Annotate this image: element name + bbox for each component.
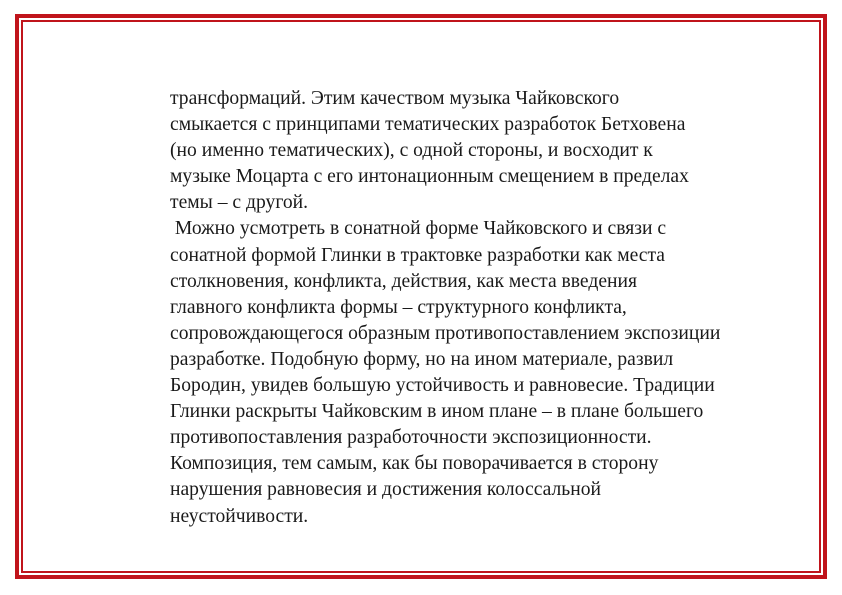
text-line: Бородин, увидев большую устойчивость и равновесие. Традиции [170, 375, 715, 397]
text-line: сонатной формой Глинки в трактовке разработки как места [170, 244, 665, 266]
text-line: музыке Моцарта с его интонационным смещением в пределах [170, 166, 689, 188]
text-line: Композиция, тем самым, как бы поворачивается в сторону [170, 453, 659, 475]
text-line: разработке. Подобную форму, но на ином материале, развил [170, 348, 674, 370]
text-line: нарушения равновесия и достижения колоссальной [170, 479, 601, 501]
text-line: смыкается с принципами тематических разработок Бетховена [170, 114, 686, 136]
text-line: неустойчивости. [170, 505, 309, 527]
text-line: (но именно тематических), с одной стороны, и восходит к [170, 140, 653, 162]
text-line: сопровождающегося образным противопоставлением экспозиции [170, 322, 721, 344]
text-line: трансформаций. Этим качеством музыка Чайковского [170, 88, 620, 109]
text-line: противопоставления разработочности экспозиционности. [170, 427, 652, 449]
text-line: темы – с другой. [170, 192, 309, 214]
text-line: главного конфликта формы – структурного конфликта, [170, 296, 627, 318]
text-line: Глинки раскрыты Чайковским в ином плане – в плане большего [170, 401, 704, 423]
slide-body-text [170, 86, 790, 530]
text-line: столкновения, конфликта, действия, как места введения [170, 270, 638, 292]
text-line: Можно усмотреть в сонатной форме Чайковского и связи с [170, 218, 667, 240]
